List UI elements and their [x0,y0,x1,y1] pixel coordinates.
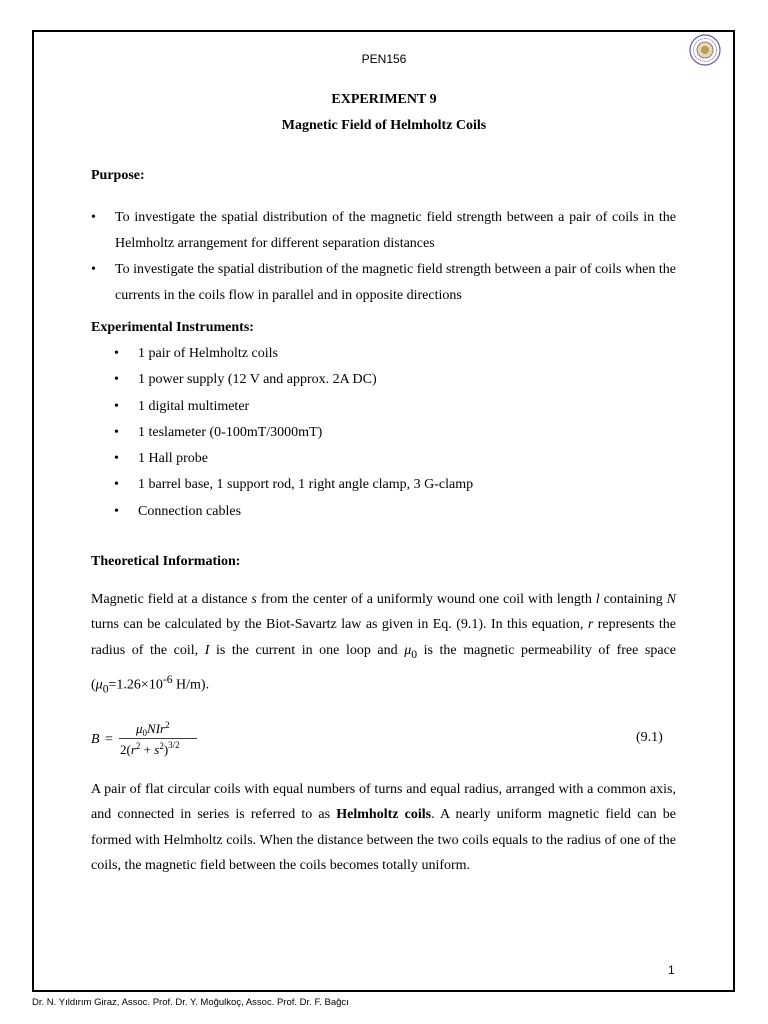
experiment-number: EXPERIMENT 9 [331,92,437,107]
theory-heading: Theoretical Information: [91,554,241,569]
bullet-icon: • [114,346,119,361]
experiment-title: Magnetic Field of Helmholtz Coils [281,118,487,133]
instruments-list [114,341,473,525]
list-item: • To investigate the spatial distribution of the magnetic field strength between a pair of coils in the Helmholtz arrangement for different separation distances [91,205,676,257]
purpose-heading: Purpose: [91,168,145,183]
bullet-icon: • [91,262,96,277]
equation-lhs: B [91,732,100,747]
course-code: PEN156 [361,52,407,66]
equation-number: (9.1) [636,730,663,745]
list-item: • 1 Hall probe [114,446,473,472]
bullet-icon: • [114,398,119,414]
authors-footer: Dr. N. Yıldırım Giraz, Assoc. Prof. Dr. Y. Moğulkoç, Assoc. Prof. Dr. F. Bağcı [32,997,349,1008]
equation-9-1 [91,718,211,762]
theory-paragraph-2: A pair of flat circular coils with equal numbers of turns and equal radius, arranged with a common axis, and connected in series is referred to as Helmholtz coils. A nearly uniform magnetic field can be formed with Helmholtz coils. When the distance between the two coils equals to the radius of one of the coils, the magnetic field between the coils becomes totally uniform. [91,782,677,873]
list-item: • 1 pair of Helmholtz coils [114,341,473,367]
bullet-icon: • [114,372,119,388]
theory-paragraph-1: Magnetic field at a distance s from the center of a uniformly wound one coil with length l containing N turns can be calculated by the Biot-Savartz law as given in Eq. (9.1). In this equation, r represents the radius of the coil, I is the current in one loop and $\mu_0$ is the magnetic permeability of free space ($\mu_0=1.26\times 10^{-6}$ H/m). [91,592,677,696]
instruments-heading: Experimental Instruments: [91,320,254,335]
bullet-icon: • [114,503,119,519]
list-item: • 1 teslameter (0-100mT/3000mT) [114,420,473,446]
list-item: • Connection cables [114,499,473,525]
page-number: 1 [668,963,675,977]
equation-equals: = [105,732,113,747]
university-seal-icon [689,34,721,66]
list-item: • 1 digital multimeter [114,394,473,420]
bullet-icon: • [114,477,119,493]
purpose-list [91,205,676,309]
list-item: • To investigate the spatial distribution of the magnetic field strength between a pair of coils when the currents in the coils flow in parallel and in opposite directions [91,257,676,309]
list-item: • 1 power supply (12 V and approx. 2A DC) [114,367,473,393]
bullet-icon: • [91,210,96,225]
bullet-icon: • [114,451,119,467]
bullet-icon: • [114,424,119,440]
equation-numerator: $\mu_0NIr^2$ [136,720,170,738]
equation-denominator: $2(r^2 + s^2)^{3/2}$ [120,740,180,757]
list-item: • 1 barrel base, 1 support rod, 1 right angle clamp, 3 G-clamp [114,472,473,498]
